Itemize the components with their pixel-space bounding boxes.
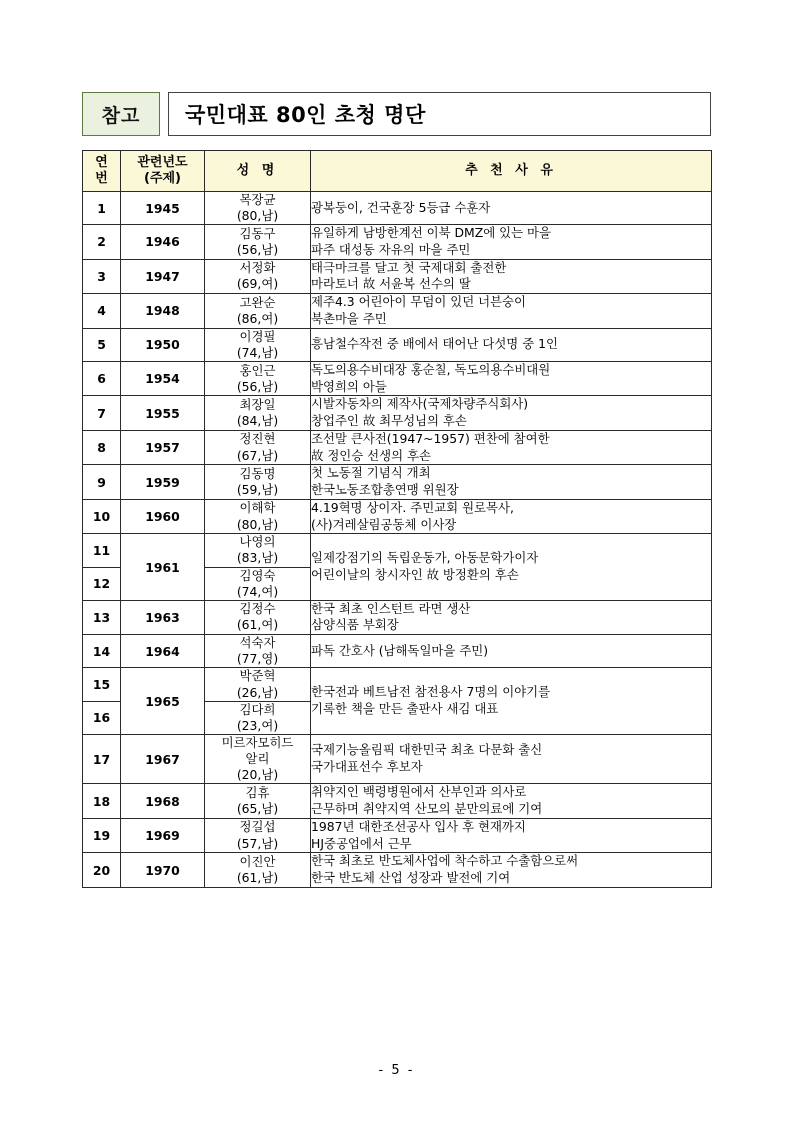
name-age-gender: (26,남) <box>236 684 279 700</box>
cell-reason <box>311 430 712 464</box>
table-row <box>83 328 712 361</box>
document-header <box>82 92 711 136</box>
cell-reason <box>311 294 712 328</box>
column-header-no-line1: 연 <box>95 154 108 170</box>
cell-no: 6 <box>83 361 121 395</box>
column-header-reason: 추 천 사 유 <box>311 151 712 192</box>
cell-no: 10 <box>83 499 121 533</box>
cell-reason <box>311 259 712 293</box>
cell-name <box>205 396 311 430</box>
name-age-gender: (69,여) <box>236 276 279 292</box>
reason-line: 창업주인 故 최무성님의 후손 <box>311 413 467 429</box>
name-age-gender: (61,남) <box>236 870 279 886</box>
name-line: 홍인근 <box>239 362 276 378</box>
name-line: 김휴 <box>245 784 270 800</box>
cell-no: 3 <box>83 259 121 293</box>
cell-reason <box>311 784 712 818</box>
cell-reason <box>311 499 712 533</box>
cell-name <box>205 499 311 533</box>
reference-tag: 참고 <box>82 92 160 136</box>
name-age-gender: (83,남) <box>236 550 279 566</box>
reason-line: 기록한 책을 만든 출판사 새김 대표 <box>311 701 499 717</box>
cell-name <box>205 361 311 395</box>
reason-line: 1987년 대한조선공사 입사 후 현재까지 <box>311 818 526 834</box>
cell-reason <box>311 361 712 395</box>
cell-reason <box>311 192 712 225</box>
name-line: 서정화 <box>239 260 276 276</box>
table-row <box>83 600 712 634</box>
cell-no: 1 <box>83 192 121 225</box>
name-age-gender: (74,여) <box>236 583 279 599</box>
cell-year: 1970 <box>121 853 205 887</box>
cell-reason <box>311 600 712 634</box>
cell-no: 13 <box>83 600 121 634</box>
cell-year: 1959 <box>121 465 205 499</box>
cell-reason <box>311 668 712 735</box>
table-row <box>83 635 712 668</box>
table-row <box>83 294 712 328</box>
column-header-year-line1: 관련년도 <box>137 154 188 170</box>
name-age-gender: (56,남) <box>236 241 279 257</box>
cell-reason <box>311 534 712 601</box>
name-line: 김다희 <box>239 701 276 717</box>
name-age-gender: (86,여) <box>236 310 279 326</box>
name-line: 이해학 <box>239 500 276 516</box>
cell-no: 8 <box>83 430 121 464</box>
reason-line: 파독 간호사 (남해독일마을 주민) <box>311 642 489 658</box>
page-title: 국민대표 80인 초청 명단 <box>168 92 711 136</box>
reason-line: 광복둥이, 건국훈장 5등급 수훈자 <box>311 199 491 215</box>
name-line: 정진현 <box>239 431 276 447</box>
cell-reason <box>311 328 712 361</box>
reason-line: 마라토너 故 서윤복 선수의 딸 <box>311 276 471 292</box>
cell-year: 1948 <box>121 294 205 328</box>
name-age-gender: (57,남) <box>236 835 279 851</box>
table-header-row <box>83 151 712 192</box>
cell-name <box>205 259 311 293</box>
name-line: 김동명 <box>239 465 276 481</box>
reason-line: 어린이날의 창시자인 故 방정환의 후손 <box>311 567 519 582</box>
name-age-gender: (56,남) <box>236 378 279 394</box>
table-row <box>83 259 712 293</box>
reason-line: 한국 최초로 반도체사업에 착수하고 수출함으로써 <box>311 853 579 869</box>
cell-year: 1964 <box>121 635 205 668</box>
reason-line: (사)겨레살림공동체 이사장 <box>311 516 457 532</box>
reason-line: 한국 최초 인스턴트 라면 생산 <box>311 600 471 616</box>
cell-year: 1960 <box>121 499 205 533</box>
name-age-gender: (59,남) <box>236 482 279 498</box>
cell-year: 1969 <box>121 818 205 852</box>
name-age-gender: (67,남) <box>236 447 279 463</box>
cell-name <box>205 294 311 328</box>
table-row <box>83 361 712 395</box>
name-line: 고완순 <box>239 294 276 310</box>
name-age-gender: (80,남) <box>236 516 279 532</box>
reason-line: 독도의용수비대장 홍순칠, 독도의용수비대원 <box>311 361 551 377</box>
name-line: 목장균 <box>239 192 276 207</box>
table-row <box>83 784 712 818</box>
cell-year: 1955 <box>121 396 205 430</box>
column-header-no <box>83 151 121 192</box>
table-row <box>83 734 712 783</box>
name-line: 김정수 <box>239 601 276 617</box>
reason-line: 파주 대성동 자유의 마을 주민 <box>311 241 471 257</box>
reason-line: 유일하게 남방한계선 이북 DMZ에 있는 마을 <box>311 225 551 241</box>
name-age-gender: (84,남) <box>236 413 279 429</box>
cell-reason <box>311 225 712 259</box>
cell-name <box>205 818 311 852</box>
cell-year: 1950 <box>121 328 205 361</box>
reason-line: 故 정인승 선생의 후손 <box>311 447 431 463</box>
name-age-gender: (65,남) <box>236 801 279 817</box>
cell-no: 18 <box>83 784 121 818</box>
reason-line: 조선말 큰사전(1947~1957) 편찬에 참여한 <box>311 430 550 446</box>
name-line: 미르자모히드 <box>221 734 294 750</box>
name-age-gender: (23,여) <box>236 717 279 733</box>
column-header-no-line2: 번 <box>95 171 108 186</box>
column-header-name: 성 명 <box>205 151 311 192</box>
table-row <box>83 192 712 225</box>
table-row <box>83 465 712 499</box>
name-line: 정길섭 <box>239 819 276 835</box>
reason-line: 4.19혁명 상이자. 주민교회 원로목사, <box>311 499 514 515</box>
cell-reason <box>311 635 712 668</box>
name-age-gender: (77,영) <box>236 651 279 667</box>
reason-line: 태극마크를 달고 첫 국제대회 출전한 <box>311 259 507 275</box>
reason-line: 박영희의 아들 <box>311 378 387 394</box>
cell-no: 14 <box>83 635 121 668</box>
reason-line: 한국 반도체 산업 성장과 발전에 기여 <box>311 870 511 886</box>
name-line: 알리 <box>245 751 270 767</box>
table-row <box>83 668 712 701</box>
cell-name <box>205 635 311 668</box>
cell-no: 17 <box>83 734 121 783</box>
reason-line: 시발자동차의 제작사(국제차량주식회사) <box>311 396 529 412</box>
name-age-gender: (61,여) <box>236 617 279 633</box>
reason-line: 국제기능올림픽 대한민국 최초 다문화 출신 <box>311 742 543 758</box>
cell-no: 15 <box>83 668 121 701</box>
reason-line: 북촌마을 주민 <box>311 310 387 326</box>
reason-line: 흥남철수작전 중 배에서 태어난 다섯명 중 1인 <box>311 336 558 352</box>
column-header-year <box>121 151 205 192</box>
name-line: 석숙자 <box>239 635 276 651</box>
reason-line: 취약지인 백령병원에서 산부인과 의사로 <box>311 784 527 800</box>
name-line: 김동구 <box>239 225 276 241</box>
table-row <box>83 225 712 259</box>
cell-no: 7 <box>83 396 121 430</box>
cell-no: 11 <box>83 534 121 567</box>
table-row <box>83 396 712 430</box>
cell-year: 1947 <box>121 259 205 293</box>
cell-name <box>205 668 311 701</box>
reason-line: 한국전과 베트남전 참전용사 7명의 이야기를 <box>311 684 551 700</box>
cell-reason <box>311 396 712 430</box>
table-row <box>83 499 712 533</box>
cell-year: 1961 <box>121 534 205 601</box>
name-line: 최장일 <box>239 396 276 412</box>
cell-reason <box>311 734 712 783</box>
cell-name <box>205 430 311 464</box>
name-line: 나영의 <box>239 534 276 550</box>
cell-name <box>205 192 311 225</box>
cell-reason <box>311 465 712 499</box>
name-age-gender: (74,남) <box>236 344 279 360</box>
table-row <box>83 853 712 887</box>
table-row <box>83 818 712 852</box>
cell-name <box>205 225 311 259</box>
reason-line: 일제강점기의 독립운동가, 아동문학가이자 <box>311 550 539 566</box>
table-row <box>83 534 712 567</box>
cell-year: 1967 <box>121 734 205 783</box>
cell-name <box>205 853 311 887</box>
name-line: 김영숙 <box>239 567 276 583</box>
cell-no: 16 <box>83 701 121 734</box>
cell-name <box>205 534 311 567</box>
table-row <box>83 430 712 464</box>
reason-line: 한국노동조합총연맹 위원장 <box>311 482 459 498</box>
reason-line: HJ중공업에서 근무 <box>311 835 412 851</box>
cell-reason <box>311 853 712 887</box>
name-line: 박준혁 <box>239 668 276 684</box>
page-footer: - 5 - <box>378 1063 415 1078</box>
cell-name <box>205 734 311 783</box>
reason-line: 삼양식품 부회장 <box>311 617 399 633</box>
cell-name <box>205 328 311 361</box>
invitation-list-table <box>82 150 712 888</box>
name-line: 이경필 <box>239 328 276 344</box>
cell-reason <box>311 818 712 852</box>
cell-year: 1946 <box>121 225 205 259</box>
cell-no: 19 <box>83 818 121 852</box>
cell-no: 12 <box>83 567 121 600</box>
cell-no: 4 <box>83 294 121 328</box>
cell-no: 2 <box>83 225 121 259</box>
cell-no: 5 <box>83 328 121 361</box>
reason-line: 국가대표선수 후보자 <box>311 759 423 775</box>
cell-name <box>205 567 311 600</box>
cell-name <box>205 465 311 499</box>
cell-no: 20 <box>83 853 121 887</box>
reason-line: 첫 노동절 기념식 개최 <box>311 465 431 481</box>
cell-name <box>205 701 311 734</box>
table-body <box>83 192 712 888</box>
column-header-year-line2: (주제) <box>144 171 181 186</box>
reason-line: 근무하며 취약지역 산모의 분만의료에 기여 <box>311 801 543 817</box>
cell-name <box>205 784 311 818</box>
cell-year: 1954 <box>121 361 205 395</box>
cell-name <box>205 600 311 634</box>
cell-year: 1968 <box>121 784 205 818</box>
reason-line: 제주4.3 어린아이 무덤이 있던 너븐숭이 <box>311 294 526 310</box>
cell-year: 1945 <box>121 192 205 225</box>
name-age-gender: (20,남) <box>236 767 279 783</box>
cell-year: 1957 <box>121 430 205 464</box>
cell-no: 9 <box>83 465 121 499</box>
name-line: 이진안 <box>239 853 276 869</box>
cell-year: 1965 <box>121 668 205 735</box>
name-age-gender: (80,남) <box>236 208 279 224</box>
cell-year: 1963 <box>121 600 205 634</box>
